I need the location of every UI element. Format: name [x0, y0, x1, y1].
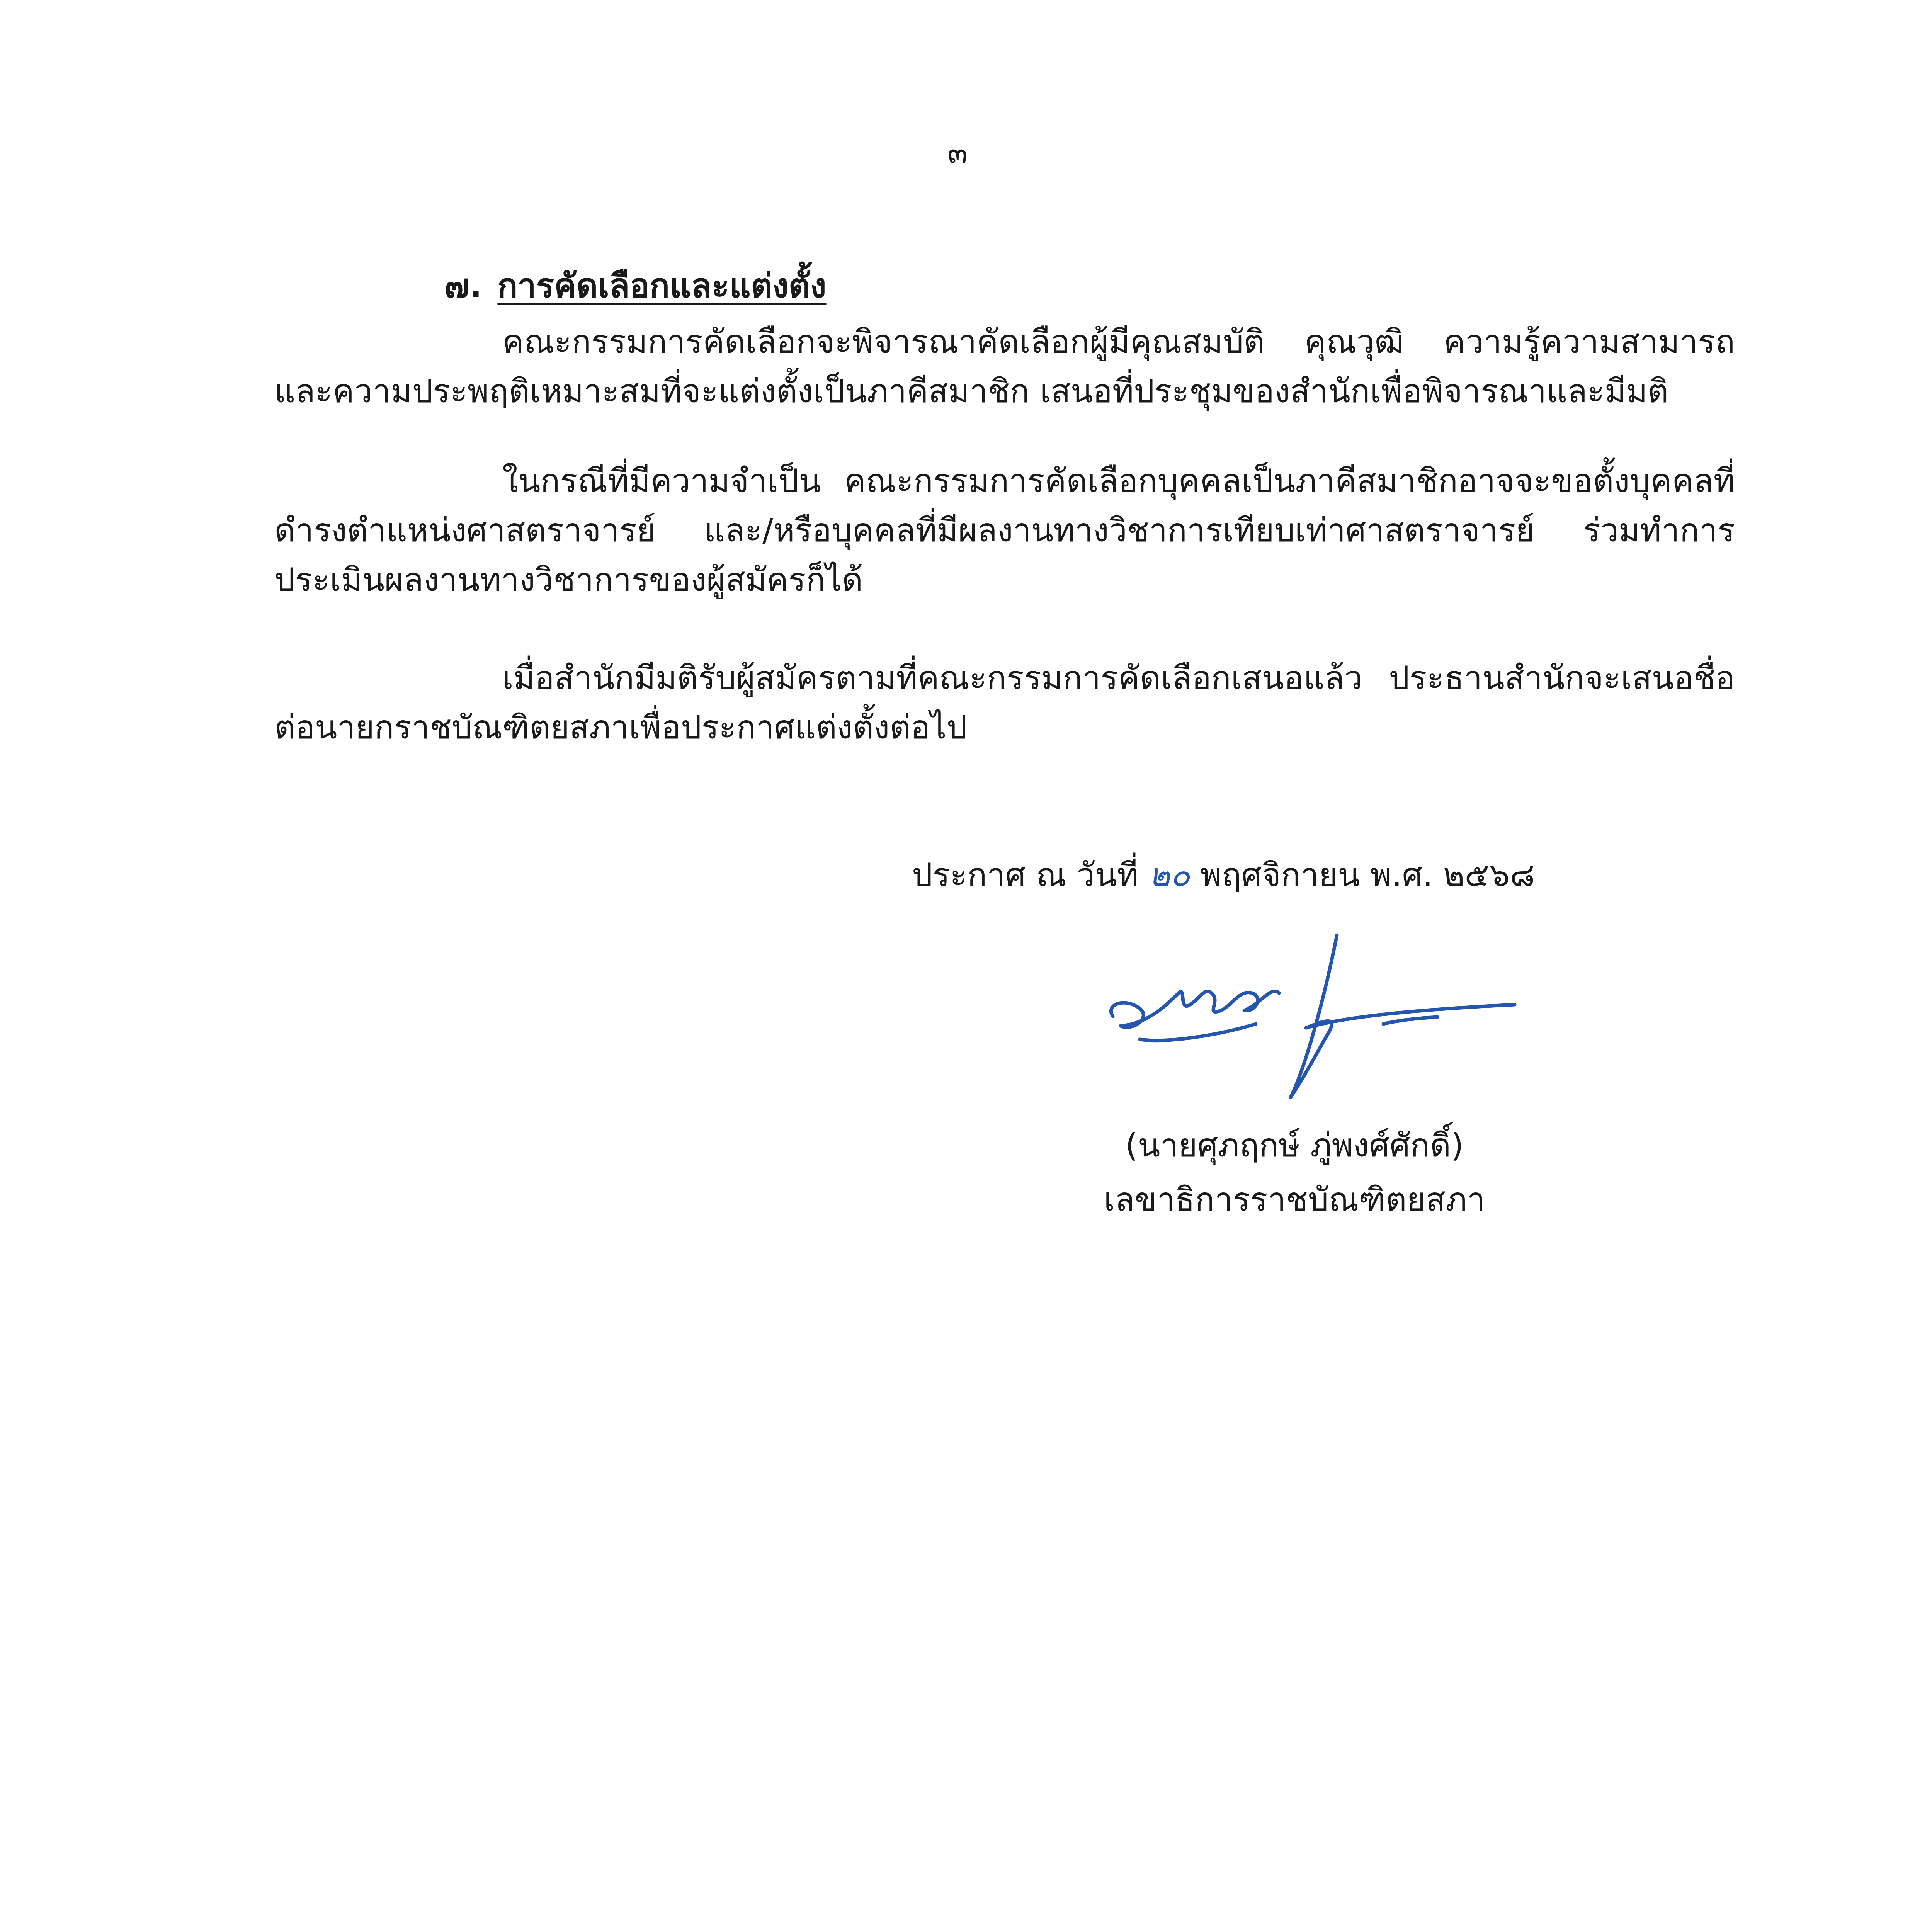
page-number: ๓ [947, 135, 968, 170]
signature-stroke-2 [1140, 1024, 1256, 1041]
signature-stroke-1 [1111, 991, 1279, 1027]
paragraph-1-text: คณะกรรมการคัดเลือกจะพิจารณาคัดเลือกผู้มีคุณสมบัติ คุณวุฒิ ความรู้ความสามารถ และความประพฤติเหมาะสมที่จะแต่งตั้งเป็นภาคีสมาชิก เสนอที่ประชุมของสำนักเพื่อพิจารณาและมีมติ [274, 323, 1735, 410]
signature-image [1090, 927, 1530, 1105]
signature-stroke-4 [1306, 1005, 1515, 1028]
signature-stroke-3 [1291, 935, 1337, 1097]
paragraph-2 [274, 456, 1735, 604]
paragraph-2-text: ในกรณีที่มีความจำเป็น คณะกรรมการคัดเลือกบุคคลเป็นภาคีสมาชิกอาจจะขอตั้งบุคคลที่ดำรงตำแหน่งศาสตราจารย์ และ/หรือบุคคลที่มีผลงานทางวิชาการเทียบเท่าศาสตราจารย์ ร่วมทำการประเมินผลงานทางวิชาการของผู้สมัครก็ได้ [274, 462, 1735, 599]
section-heading [444, 263, 827, 309]
issue-date-month-year: พฤศจิกายน พ.ศ. ๒๕๖๘ [1200, 856, 1535, 894]
paragraph-3-text: เมื่อสำนักมีมติรับผู้สมัครตามที่คณะกรรมการคัดเลือกเสนอแล้ว ประธานสำนักจะเสนอชื่อต่อนายกราชบัณฑิตยสภาเพื่อประกาศแต่งตั้งต่อไป [274, 659, 1735, 746]
paragraph-3 [274, 653, 1735, 752]
issue-date-day: ๒๐ [1148, 856, 1190, 894]
signature-stroke-5 [1383, 1017, 1437, 1024]
section-number: ๗. [444, 267, 482, 305]
signer-name: (นายศุภฤกษ์ ภู่พงศ์ศักดิ์) [1125, 1126, 1464, 1164]
issue-date-line [912, 850, 1535, 900]
section-title: การคัดเลือกและแต่งตั้ง [497, 267, 827, 305]
signer-position: เลขาธิการราชบัณฑิตยสภา [1104, 1180, 1485, 1218]
paragraph-1 [274, 317, 1735, 416]
issue-date-prefix: ประกาศ ณ วันที่ [912, 856, 1139, 894]
